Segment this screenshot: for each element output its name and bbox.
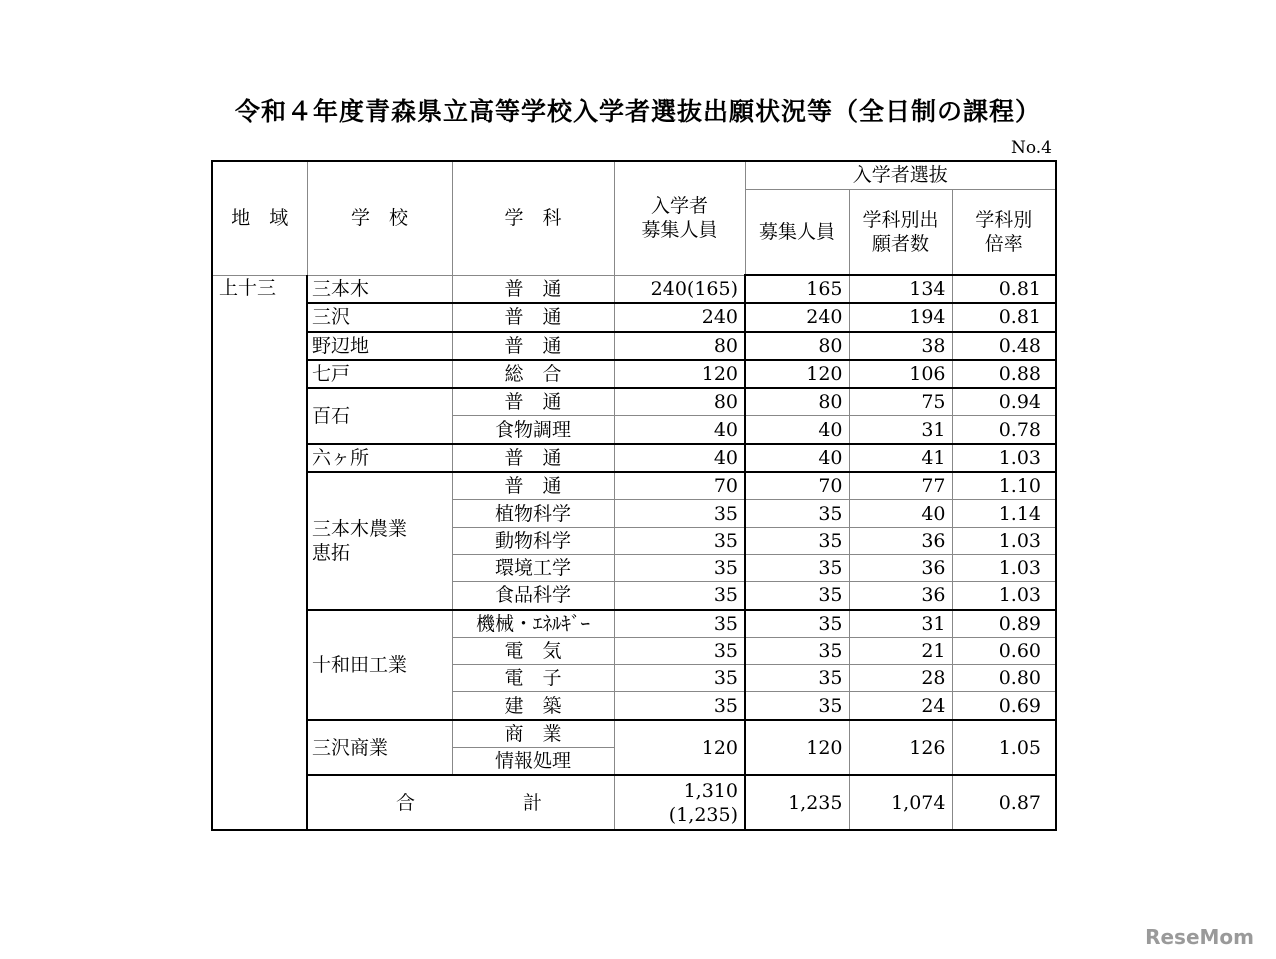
ratio-cell: 0.88	[952, 360, 1056, 388]
sel-capacity-cell: 35	[745, 665, 849, 692]
applicants-cell: 75	[849, 388, 952, 416]
header-region: 地 域	[212, 161, 307, 275]
sel-capacity-cell: 80	[745, 388, 849, 416]
header-sel-capacity: 募集人員	[745, 189, 849, 275]
capacity-cell: 35	[614, 582, 745, 610]
school-name: 三沢商業	[307, 720, 452, 776]
school-name: 野辺地	[307, 332, 452, 360]
total-capacity-value: 1,310	[683, 779, 738, 802]
sel-capacity-cell: 80	[745, 332, 849, 360]
school-name: 六ヶ所	[307, 444, 452, 472]
sel-capacity-cell: 120	[745, 720, 849, 776]
table-row	[212, 720, 1056, 748]
subject-name: 普 通	[452, 472, 614, 500]
capacity-cell: 40	[614, 416, 745, 444]
school-name: 十和田工業	[307, 610, 452, 720]
total-applicants: 1,074	[849, 775, 952, 830]
table-row	[212, 610, 1056, 638]
sel-capacity-cell: 35	[745, 500, 849, 527]
header-applicants: 学科別出 願者数	[849, 189, 952, 275]
sel-capacity-cell: 35	[745, 692, 849, 720]
capacity-cell: 120	[614, 720, 745, 776]
applicants-cell: 126	[849, 720, 952, 776]
subject-name: 普 通	[452, 303, 614, 331]
total-row	[212, 775, 1056, 830]
total-ratio: 0.87	[952, 775, 1056, 830]
subject-name: 植物科学	[452, 500, 614, 527]
school-name: 三沢	[307, 303, 452, 331]
subject-name: 普 通	[452, 275, 614, 303]
capacity-cell: 35	[614, 637, 745, 664]
sel-capacity-cell: 40	[745, 444, 849, 472]
table-row	[212, 275, 1056, 303]
ratio-cell: 0.81	[952, 275, 1056, 303]
capacity-cell: 70	[614, 472, 745, 500]
applicants-cell: 31	[849, 416, 952, 444]
ratio-cell: 1.03	[952, 582, 1056, 610]
sel-capacity-cell: 35	[745, 554, 849, 581]
page-number: No.4	[1010, 138, 1052, 158]
ratio-cell: 1.05	[952, 720, 1056, 776]
applicants-cell: 21	[849, 637, 952, 664]
capacity-cell: 35	[614, 554, 745, 581]
header-selection: 入学者選抜	[745, 161, 1056, 189]
header-capacity: 入学者 募集人員	[614, 161, 745, 275]
sel-capacity-cell: 240	[745, 303, 849, 331]
capacity-cell: 35	[614, 500, 745, 527]
applicants-cell: 24	[849, 692, 952, 720]
subject-name: 電 気	[452, 637, 614, 664]
capacity-cell: 35	[614, 527, 745, 554]
sel-capacity-cell: 35	[745, 610, 849, 638]
applicants-cell: 134	[849, 275, 952, 303]
subject-name: 普 通	[452, 332, 614, 360]
ratio-cell: 1.10	[952, 472, 1056, 500]
table-row	[212, 303, 1056, 331]
subject-name: 建 築	[452, 692, 614, 720]
total-capacity-note: (1,235)	[668, 803, 738, 826]
applicants-cell: 28	[849, 665, 952, 692]
applicants-cell: 40	[849, 500, 952, 527]
sel-capacity-cell: 35	[745, 582, 849, 610]
subject-name: 総 合	[452, 360, 614, 388]
ratio-cell: 0.89	[952, 610, 1056, 638]
table-row	[212, 444, 1056, 472]
subject-name: 普 通	[452, 388, 614, 416]
capacity-cell: 240	[614, 303, 745, 331]
ratio-cell: 0.48	[952, 332, 1056, 360]
table-row	[212, 472, 1056, 500]
capacity-cell: 80	[614, 332, 745, 360]
applicants-cell: 36	[849, 582, 952, 610]
total-capacity	[614, 775, 745, 830]
subject-name: 普 通	[452, 444, 614, 472]
total-label-a: 合	[396, 791, 416, 814]
applicants-cell: 31	[849, 610, 952, 638]
subject-name: 食品科学	[452, 582, 614, 610]
header-subject: 学 科	[452, 161, 614, 275]
sel-capacity-cell: 35	[745, 637, 849, 664]
subject-name: 商 業	[452, 720, 614, 748]
applicants-cell: 36	[849, 554, 952, 581]
capacity-cell: 35	[614, 665, 745, 692]
header-ratio: 学科別 倍率	[952, 189, 1056, 275]
subject-name: 食物調理	[452, 416, 614, 444]
capacity-cell: 80	[614, 388, 745, 416]
table-row	[212, 360, 1056, 388]
subject-name: 電 子	[452, 665, 614, 692]
school-name: 百石	[307, 388, 452, 444]
sel-capacity-cell: 40	[745, 416, 849, 444]
total-label-b: 計	[523, 791, 543, 814]
subject-name: 情報処理	[452, 748, 614, 776]
subject-name: 機械・ｴﾈﾙｷﾞｰ	[452, 610, 614, 638]
page-title: 令和４年度青森県立高等学校入学者選抜出願状況等（全日制の課程）	[234, 97, 1041, 126]
applicants-cell: 36	[849, 527, 952, 554]
school-name: 三本木	[307, 275, 452, 303]
applicants-cell: 194	[849, 303, 952, 331]
applicants-cell: 77	[849, 472, 952, 500]
subject-name: 動物科学	[452, 527, 614, 554]
ratio-cell: 0.60	[952, 637, 1056, 664]
region-cell: 上十三	[212, 275, 307, 830]
sel-capacity-cell: 120	[745, 360, 849, 388]
sel-capacity-cell: 165	[745, 275, 849, 303]
total-sel-capacity: 1,235	[745, 775, 849, 830]
ratio-cell: 1.14	[952, 500, 1056, 527]
ratio-cell: 0.78	[952, 416, 1056, 444]
sel-capacity-cell: 70	[745, 472, 849, 500]
table-row	[212, 332, 1056, 360]
capacity-cell: 240(165)	[614, 275, 745, 303]
ratio-cell: 0.69	[952, 692, 1056, 720]
ratio-cell: 0.80	[952, 665, 1056, 692]
capacity-cell: 35	[614, 610, 745, 638]
resemom-logo: ReseMom	[1145, 925, 1254, 949]
applicants-cell: 38	[849, 332, 952, 360]
ratio-cell: 1.03	[952, 444, 1056, 472]
ratio-cell: 1.03	[952, 554, 1056, 581]
ratio-cell: 0.94	[952, 388, 1056, 416]
ratio-cell: 1.03	[952, 527, 1056, 554]
total-label	[307, 775, 614, 830]
capacity-cell: 120	[614, 360, 745, 388]
applicants-cell: 106	[849, 360, 952, 388]
school-name: 三本木農業 恵拓	[307, 472, 452, 609]
school-name: 七戸	[307, 360, 452, 388]
header-school: 学 校	[307, 161, 452, 275]
ratio-cell: 0.81	[952, 303, 1056, 331]
table-row	[212, 388, 1056, 416]
applicants-cell: 41	[849, 444, 952, 472]
capacity-cell: 40	[614, 444, 745, 472]
capacity-cell: 35	[614, 692, 745, 720]
sel-capacity-cell: 35	[745, 527, 849, 554]
subject-name: 環境工学	[452, 554, 614, 581]
application-status-table	[211, 160, 1057, 831]
